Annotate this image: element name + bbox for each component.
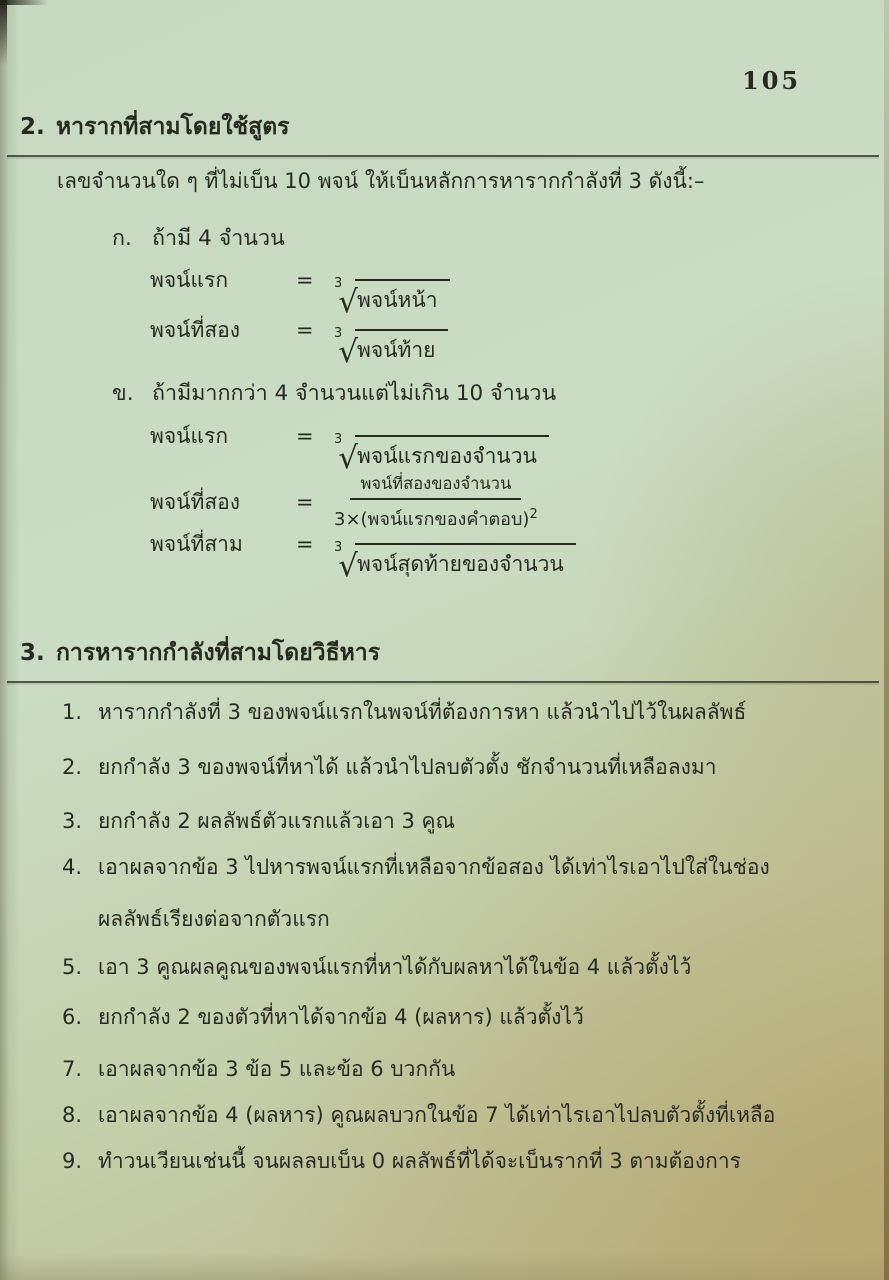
fraction-expression <box>334 471 538 534</box>
step-6 <box>62 1000 874 1034</box>
page-number: 105 <box>742 66 802 95</box>
step-text: ยกกำลัง 3 ของพจน์ที่หาได้ แล้วนำไปลบตัวตั้ง ชักจำนวนที่เหลือลงมา <box>98 755 717 779</box>
step-3 <box>62 804 874 838</box>
equals-sign: = <box>296 424 314 448</box>
equation-case-a-second-term <box>150 314 448 370</box>
equation-lhs: พจน์แรก <box>150 268 229 292</box>
radicand: พจน์สุดท้ายของจำนวน <box>355 543 576 580</box>
step-text: ทำวนเวียนเช่นนี้ จนผลลบเบ็น 0 ผลลัพธ์ที่ได้จะเบ็นรากที่ 3 ตามต้องการ <box>98 1149 741 1173</box>
fraction-denominator-exponent: 2 <box>529 506 538 522</box>
equation-case-b-third-term <box>150 528 576 584</box>
cube-root-expression <box>334 326 448 370</box>
case-b-heading <box>112 377 556 411</box>
equation-case-a-first-term <box>150 264 450 320</box>
case-a-condition: ถ้ามี 4 จำนวน <box>152 226 285 251</box>
scan-corner-mark-horizontal <box>0 0 48 5</box>
step-9 <box>62 1144 874 1178</box>
step-text: ยกกำลัง 2 ของตัวที่หาได้จากข้อ 4 (ผลหาร) แล้วตั้งไว้ <box>98 1005 584 1029</box>
fraction-numerator: พจน์ที่สองของจำนวน <box>350 471 521 500</box>
step-text: เอาผลจากข้อ 3 ข้อ 5 และข้อ 6 บวกกัน <box>98 1057 456 1081</box>
section-3-divider <box>7 681 879 683</box>
scan-corner-mark-vertical <box>0 0 7 66</box>
cube-root-expression <box>334 276 450 320</box>
equation-case-b-second-term <box>150 470 538 534</box>
equals-sign: = <box>296 268 314 292</box>
equals-sign: = <box>296 532 314 556</box>
step-2 <box>62 750 874 784</box>
section-3-title: การหารากกำลังที่สามโดยวิธีหาร <box>56 640 381 666</box>
radical-sign-icon: √ <box>338 548 359 584</box>
equation-case-b-first-term <box>150 420 549 476</box>
step-4 <box>62 850 874 884</box>
equation-lhs: พจน์ที่สอง <box>150 318 241 342</box>
radicand: พจน์ท้าย <box>355 329 447 366</box>
radicand: พจน์แรกของจำนวน <box>355 435 549 472</box>
page-right-edge-shadow <box>884 0 889 1280</box>
root-index: 3 <box>334 432 343 447</box>
case-b-label: ข. <box>112 381 134 406</box>
step-number: 8. <box>62 1103 83 1127</box>
step-8 <box>62 1098 874 1132</box>
equals-sign: = <box>296 318 314 342</box>
step-number: 9. <box>62 1149 83 1173</box>
step-4-continuation: ผลลัพธ์เรียงต่อจากตัวแรก <box>98 907 330 931</box>
section-3-number: 3. <box>20 640 45 666</box>
step-text: หารากกำลังที่ 3 ของพจน์แรกในพจน์ที่ต้องการหา แล้วนำไปไว้ในผลลัพธ์ <box>98 700 747 724</box>
step-7 <box>62 1052 874 1086</box>
section-3-heading <box>20 636 380 670</box>
equation-lhs: พจน์ที่สาม <box>150 532 243 556</box>
step-5 <box>62 950 874 984</box>
fraction-denominator-base: 3×(พจน์แรกของคำตอบ) <box>334 508 530 530</box>
section-2-divider <box>7 155 879 157</box>
cube-root-expression <box>334 540 576 584</box>
step-number: 5. <box>62 955 83 979</box>
equals-sign: = <box>296 490 314 514</box>
cube-root-expression <box>334 432 549 476</box>
step-number: 4. <box>62 855 83 879</box>
section-2-title: หารากที่สามโดยใช้สูตร <box>56 114 290 140</box>
radical-sign-icon: √ <box>338 284 359 320</box>
radicand: พจน์หน้า <box>355 279 450 316</box>
step-text: เอาผลจากข้อ 4 (ผลหาร) คูณผลบวกในข้อ 7 ได้เท่าไรเอาไปลบตัวตั้งที่เหลือ <box>98 1103 776 1127</box>
root-index: 3 <box>334 540 343 555</box>
section-2-heading <box>20 110 289 144</box>
step-1 <box>62 695 874 729</box>
case-b-condition: ถ้ามีมากกว่า 4 จำนวนแต่ไม่เกิน 10 จำนวน <box>152 381 557 406</box>
step-number: 6. <box>62 1005 83 1029</box>
step-number: 1. <box>62 700 83 724</box>
radical-sign-icon: √ <box>338 440 359 476</box>
step-number: 3. <box>62 809 83 833</box>
case-a-label: ก. <box>112 226 132 251</box>
equation-lhs: พจน์ที่สอง <box>150 490 241 514</box>
section-2-number: 2. <box>20 114 45 140</box>
step-text: ยกกำลัง 2 ผลลัพธ์ตัวแรกแล้วเอา 3 คูณ <box>98 809 456 833</box>
step-number: 2. <box>62 755 83 779</box>
step-number: 7. <box>62 1057 83 1081</box>
root-index: 3 <box>334 276 343 291</box>
step-text: เอาผลจากข้อ 3 ไปหารพจน์แรกที่เหลือจากข้อสอง ได้เท่าไรเอาไปใส่ในช่อง <box>98 855 770 879</box>
case-a-heading <box>112 222 285 256</box>
root-index: 3 <box>334 326 343 341</box>
radical-sign-icon: √ <box>338 334 359 370</box>
equation-lhs: พจน์แรก <box>150 424 229 448</box>
intro-paragraph: เลขจำนวนใด ๆ ที่ไม่เบ็น 10 พจน์ ให้เบ็นหลักการหารากกำลังที่ 3 ดังนี้:– <box>57 169 705 193</box>
step-text: เอา 3 คูณผลคูณของพจน์แรกที่หาได้กับผลหาได้ในข้อ 4 แล้วตั้งไว้ <box>98 955 692 979</box>
